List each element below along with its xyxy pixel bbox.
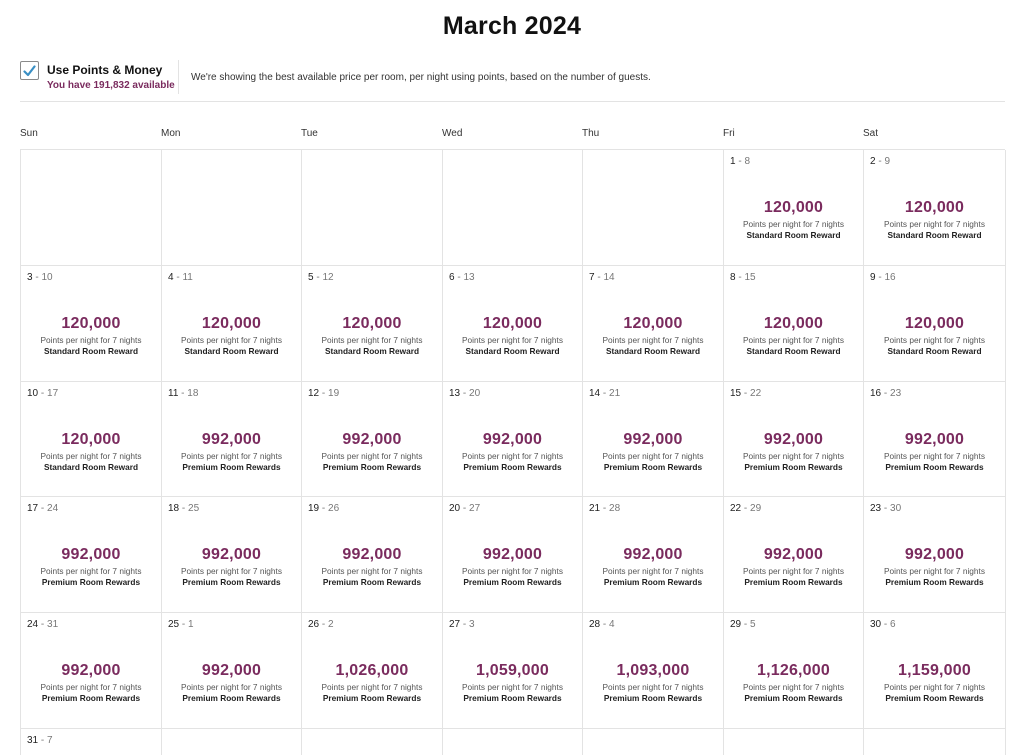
points-price: 992,000	[201, 546, 262, 563]
price-caption: Points per night for 7 nights	[321, 335, 423, 345]
date-end: - 20	[460, 388, 481, 399]
date-end: - 28	[600, 503, 621, 514]
date-end: - 19	[319, 388, 340, 399]
date-range	[730, 619, 756, 630]
date-end: - 11	[173, 272, 193, 283]
points-price: 120,000	[763, 315, 824, 332]
date-range	[449, 272, 475, 283]
price-caption: Points per night for 7 nights	[40, 451, 142, 461]
calendar-cell[interactable]	[162, 382, 302, 497]
calendar-cell[interactable]	[21, 382, 162, 497]
calendar-cell[interactable]	[724, 382, 864, 497]
calendar-cell[interactable]	[162, 613, 302, 729]
date-range	[27, 735, 53, 746]
date-range	[308, 619, 334, 630]
reward-type: Premium Room Rewards	[463, 462, 562, 472]
weekday-wed: Wed	[442, 128, 463, 139]
price-caption: Points per night for 7 nights	[321, 451, 423, 461]
calendar-cell[interactable]	[21, 266, 162, 382]
points-price: 120,000	[482, 315, 543, 332]
price-caption: Points per night for 7 nights	[602, 682, 704, 692]
calendar-cell[interactable]	[724, 497, 864, 613]
points-price: 992,000	[904, 431, 965, 448]
date-start: 3	[27, 272, 33, 283]
calendar-grid	[20, 149, 1005, 755]
reward-type: Premium Room Rewards	[744, 693, 843, 703]
date-start: 5	[308, 272, 314, 283]
reward-type: Premium Room Rewards	[322, 462, 422, 472]
reward-type: Standard Room Reward	[43, 462, 139, 472]
date-range	[730, 503, 761, 514]
price-caption: Points per night for 7 nights	[321, 566, 423, 576]
calendar-cell[interactable]	[864, 497, 1006, 613]
date-range	[449, 619, 475, 630]
date-start: 24	[27, 619, 39, 630]
points-price: 1,159,000	[898, 662, 971, 679]
calendar-cell-empty	[583, 150, 724, 266]
calendar-cell[interactable]	[302, 382, 443, 497]
calendar-cell[interactable]	[302, 613, 443, 729]
date-start: 27	[449, 619, 461, 630]
date-end: - 2	[319, 619, 334, 630]
calendar-cell[interactable]	[443, 497, 583, 613]
reward-type: Premium Room Rewards	[603, 462, 703, 472]
calendar-cell[interactable]	[21, 729, 162, 755]
points-price: 992,000	[623, 546, 683, 563]
calendar-cell[interactable]	[864, 613, 1006, 729]
date-start: 13	[449, 388, 461, 399]
reward-type: Premium Room Rewards	[885, 693, 984, 703]
points-price: 992,000	[201, 431, 262, 448]
points-price: 1,026,000	[335, 662, 409, 679]
reward-type: Premium Room Rewards	[603, 577, 703, 587]
date-range	[870, 619, 896, 630]
date-range	[449, 503, 480, 514]
date-range	[449, 388, 480, 399]
calendar-cell-empty	[443, 150, 583, 266]
price-caption: Points per night for 7 nights	[883, 682, 985, 692]
points-price: 120,000	[342, 315, 402, 332]
price-caption: Points per night for 7 nights	[742, 219, 844, 229]
date-range	[730, 388, 761, 399]
date-end: - 31	[38, 619, 59, 630]
calendar-cell[interactable]	[864, 266, 1006, 382]
price-caption: Points per night for 7 nights	[40, 566, 142, 576]
reward-type: Premium Room Rewards	[885, 577, 984, 587]
points-price: 120,000	[904, 315, 965, 332]
calendar-cell[interactable]	[21, 613, 162, 729]
weekday-thu: Thu	[582, 128, 600, 139]
calendar-cell[interactable]	[443, 613, 583, 729]
price-caption: Points per night for 7 nights	[180, 335, 282, 345]
options-divider	[178, 60, 179, 94]
date-end: - 23	[881, 388, 902, 399]
price-caption: Points per night for 7 nights	[180, 451, 282, 461]
weekday-sat: Sat	[863, 128, 879, 139]
calendar-cell-empty	[583, 729, 724, 755]
points-price: 1,126,000	[757, 662, 830, 679]
date-range	[168, 272, 193, 283]
date-end: - 18	[178, 388, 199, 399]
calendar-cell[interactable]	[302, 497, 443, 613]
date-range	[27, 503, 58, 514]
weekday-fri: Fri	[723, 128, 735, 139]
reward-type: Premium Room Rewards	[744, 577, 843, 587]
date-range	[27, 272, 53, 283]
calendar-cell[interactable]	[724, 266, 864, 382]
price-caption: Points per night for 7 nights	[883, 451, 985, 461]
points-options-bar	[20, 58, 1005, 102]
reward-type: Standard Room Reward	[465, 346, 560, 356]
reward-type: Standard Room Reward	[605, 346, 701, 356]
date-end: - 9	[875, 156, 891, 167]
calendar-cell[interactable]	[724, 150, 864, 266]
date-range	[27, 388, 58, 399]
date-end: - 10	[32, 272, 53, 283]
points-price: 992,000	[61, 662, 121, 679]
calendar-cell[interactable]	[162, 266, 302, 382]
date-end: - 5	[741, 619, 756, 630]
date-range	[870, 156, 890, 167]
points-price: 1,093,000	[616, 662, 690, 679]
date-end: - 15	[735, 272, 756, 283]
date-end: - 27	[460, 503, 481, 514]
date-start: 17	[27, 503, 39, 514]
calendar-cell[interactable]	[583, 497, 724, 613]
reward-type: Standard Room Reward	[43, 346, 139, 356]
price-caption: Points per night for 7 nights	[742, 682, 844, 692]
weekday-sun: Sun	[20, 128, 38, 139]
price-caption: Points per night for 7 nights	[180, 682, 282, 692]
calendar-cell[interactable]	[162, 497, 302, 613]
date-end: - 24	[38, 503, 59, 514]
page-title: March 2024	[442, 12, 582, 40]
price-caption: Points per night for 7 nights	[602, 451, 704, 461]
price-caption: Points per night for 7 nights	[602, 566, 704, 576]
price-caption: Points per night for 7 nights	[883, 335, 985, 345]
calendar-cell-empty	[302, 729, 443, 755]
date-range	[27, 619, 58, 630]
points-price: 120,000	[904, 199, 965, 216]
points-price: 992,000	[482, 546, 543, 563]
date-start: 1	[730, 156, 736, 167]
price-caption: Points per night for 7 nights	[602, 335, 704, 345]
date-start: 16	[870, 388, 882, 399]
calendar-cell[interactable]	[583, 266, 724, 382]
date-end: - 12	[313, 272, 334, 283]
points-price: 120,000	[763, 199, 824, 216]
date-start: 20	[449, 503, 461, 514]
date-start: 26	[308, 619, 320, 630]
date-range	[168, 503, 199, 514]
price-caption: Points per night for 7 nights	[742, 451, 844, 461]
points-price: 992,000	[763, 431, 824, 448]
points-price: 992,000	[201, 662, 262, 679]
price-caption: Points per night for 7 nights	[742, 335, 844, 345]
date-range	[308, 272, 334, 283]
date-range	[589, 503, 620, 514]
calendar-cell[interactable]	[864, 150, 1006, 266]
calendar-cell-empty	[724, 729, 864, 755]
date-start: 4	[168, 272, 174, 283]
date-range	[870, 503, 901, 514]
date-start: 23	[870, 503, 882, 514]
reward-type: Standard Room Reward	[746, 346, 841, 356]
price-caption: Points per night for 7 nights	[883, 566, 985, 576]
reward-type: Premium Room Rewards	[885, 462, 984, 472]
date-end: - 3	[460, 619, 475, 630]
points-price: 1,059,000	[476, 662, 549, 679]
date-end: - 14	[594, 272, 615, 283]
reward-type: Standard Room Reward	[184, 346, 279, 356]
checkmark-icon	[23, 65, 36, 77]
date-start: 29	[730, 619, 742, 630]
date-end: - 22	[741, 388, 762, 399]
reward-type: Premium Room Rewards	[41, 577, 141, 587]
points-price: 120,000	[61, 431, 121, 448]
reward-type: Premium Room Rewards	[463, 577, 562, 587]
price-caption: Points per night for 7 nights	[40, 682, 142, 692]
date-range	[308, 503, 339, 514]
calendar-cell[interactable]	[724, 613, 864, 729]
price-caption: Points per night for 7 nights	[461, 566, 563, 576]
weekday-mon: Mon	[161, 128, 181, 139]
date-start: 7	[589, 272, 595, 283]
date-start: 11	[168, 388, 179, 399]
date-start: 8	[730, 272, 736, 283]
reward-type: Premium Room Rewards	[182, 462, 281, 472]
reward-type: Premium Room Rewards	[463, 693, 562, 703]
reward-type: Premium Room Rewards	[182, 693, 281, 703]
price-caption: Points per night for 7 nights	[461, 451, 563, 461]
price-caption: Points per night for 7 nights	[321, 682, 423, 692]
calendar-cell[interactable]	[583, 613, 724, 729]
date-end: - 6	[881, 619, 896, 630]
date-end: - 30	[881, 503, 902, 514]
calendar-cell-empty	[864, 729, 1006, 755]
date-end: - 25	[179, 503, 200, 514]
date-start: 28	[589, 619, 601, 630]
reward-type: Premium Room Rewards	[322, 693, 422, 703]
date-end: - 7	[38, 735, 53, 746]
date-end: - 4	[600, 619, 615, 630]
price-caption: Points per night for 7 nights	[461, 335, 563, 345]
reward-type: Premium Room Rewards	[603, 693, 703, 703]
date-range	[168, 388, 198, 399]
date-range	[870, 388, 901, 399]
weekday-header	[20, 128, 1005, 148]
calendar-cell[interactable]	[443, 266, 583, 382]
calendar-cell[interactable]	[583, 382, 724, 497]
date-range	[589, 272, 615, 283]
reward-type: Premium Room Rewards	[41, 693, 141, 703]
calendar-cell-empty	[302, 150, 443, 266]
points-balance: You have 191,832 available	[47, 80, 175, 91]
date-end: - 29	[741, 503, 762, 514]
date-start: 15	[730, 388, 742, 399]
price-caption: Points per night for 7 nights	[40, 335, 142, 345]
date-start: 12	[308, 388, 320, 399]
points-price: 120,000	[61, 315, 121, 332]
date-start: 10	[27, 388, 39, 399]
reward-type: Premium Room Rewards	[182, 577, 281, 587]
date-end: - 17	[38, 388, 59, 399]
date-range	[168, 619, 194, 630]
price-caption: Points per night for 7 nights	[883, 219, 985, 229]
date-start: 30	[870, 619, 882, 630]
points-price: 120,000	[201, 315, 262, 332]
date-end: - 1	[179, 619, 194, 630]
date-end: - 21	[600, 388, 621, 399]
points-price: 120,000	[623, 315, 683, 332]
points-price: 992,000	[763, 546, 824, 563]
date-range	[308, 388, 339, 399]
date-range	[589, 388, 620, 399]
calendar-cell-empty	[162, 729, 302, 755]
weekday-tue: Tue	[301, 128, 318, 139]
date-start: 19	[308, 503, 320, 514]
price-caption: Points per night for 7 nights	[742, 566, 844, 576]
reward-type: Premium Room Rewards	[322, 577, 422, 587]
calendar-cell-empty	[162, 150, 302, 266]
use-points-checkbox[interactable]	[20, 61, 39, 80]
date-end: - 26	[319, 503, 340, 514]
reward-type: Standard Room Reward	[887, 230, 982, 240]
calendar-cell[interactable]	[443, 382, 583, 497]
date-start: 31	[27, 735, 39, 746]
date-start: 2	[870, 156, 876, 167]
date-range	[589, 619, 615, 630]
date-start: 14	[589, 388, 601, 399]
price-caption: Points per night for 7 nights	[461, 682, 563, 692]
reward-type: Premium Room Rewards	[744, 462, 843, 472]
points-price: 992,000	[342, 546, 402, 563]
calendar-cell[interactable]	[21, 497, 162, 613]
date-range	[730, 156, 750, 167]
calendar-cell-empty	[21, 150, 162, 266]
reward-type: Standard Room Reward	[324, 346, 420, 356]
date-start: 22	[730, 503, 742, 514]
date-start: 6	[449, 272, 455, 283]
calendar-cell-empty	[443, 729, 583, 755]
points-price: 992,000	[623, 431, 683, 448]
date-range	[730, 272, 756, 283]
date-end: - 16	[875, 272, 896, 283]
reward-type: Standard Room Reward	[887, 346, 982, 356]
calendar-cell[interactable]	[864, 382, 1006, 497]
reward-type: Standard Room Reward	[746, 230, 841, 240]
date-start: 18	[168, 503, 180, 514]
points-price: 992,000	[904, 546, 965, 563]
date-end: - 8	[735, 156, 751, 167]
date-start: 9	[870, 272, 876, 283]
calendar-cell[interactable]	[302, 266, 443, 382]
date-start: 21	[589, 503, 601, 514]
price-caption: Points per night for 7 nights	[180, 566, 282, 576]
date-range	[870, 272, 896, 283]
date-end: - 13	[454, 272, 475, 283]
date-start: 25	[168, 619, 180, 630]
points-price: 992,000	[342, 431, 402, 448]
use-points-label[interactable]: Use Points & Money	[47, 63, 163, 77]
points-price: 992,000	[482, 431, 543, 448]
points-price: 992,000	[61, 546, 121, 563]
pricing-description: We're showing the best available price per room, per night using points, based on the number of guests.	[191, 72, 651, 83]
